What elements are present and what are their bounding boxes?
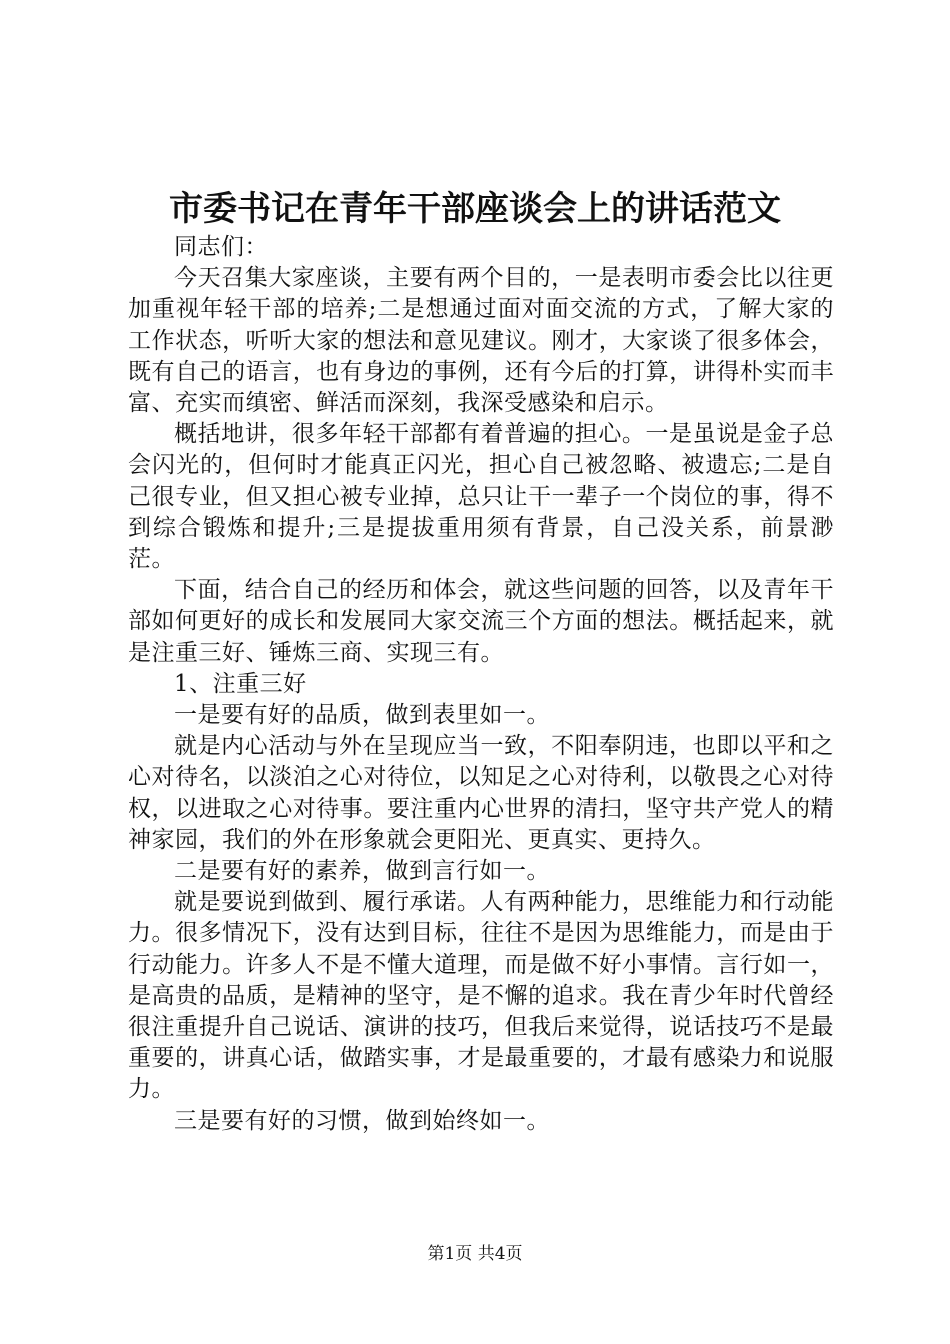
subheading: 二是要有好的素养，做到言行如一。 [174, 858, 550, 885]
paragraph: 就是要说到做到、履行承诺。人有两种能力，思维能力和行动能力。很多情况下，没有达到目标，往往不是因为思维能力，而是由于行动能力。许多人不是不懂大道理，而是做不好小事情。言行如一，是高贵的品质，是精神的坚守，是不懈的追求。我在青少年时代曾经很注重提升自己说话、演讲的技巧，但我后来觉得，说话技巧不是最重要的，讲真心话，做踏实事，才是最重要的，才最有感染力和说服力。 [128, 889, 834, 1103]
document-title: 市委书记在青年干部座谈会上的讲话范文 [169, 189, 781, 229]
section-heading: 1、注重三好 [174, 670, 307, 697]
paragraph: 就是内心活动与外在呈现应当一致，不阳奉阴违，也即以平和之心对待名，以淡泊之心对待位，以知足之心对待利，以敬畏之心对待权，以进取之心对待事。要注重内心世界的清扫，坚守共产党人的精神家园，我们的外在形象就会更阳光、更真实、更持久。 [128, 733, 834, 853]
subheading: 三是要有好的习惯，做到始终如一。 [174, 1107, 550, 1134]
document-body [128, 232, 834, 1137]
page-number-footer: 第1页 共4页 [427, 1244, 523, 1264]
paragraph: 今天召集大家座谈，主要有两个目的，一是表明市委会比以往更加重视年轻干部的培养;二是想通过面对面交流的方式，了解大家的工作状态，听听大家的想法和意见建议。刚才，大家谈了很多体会，既有自己的语言，也有身边的事例，还有今后的打算，讲得朴实而丰富、充实而缜密、鲜活而深刻，我深受感染和启示。 [128, 265, 834, 417]
paragraph: 下面，结合自己的经历和体会，就这些问题的回答，以及青年干部如何更好的成长和发展同大家交流三个方面的想法。概括起来，就是注重三好、锤炼三商、实现三有。 [128, 577, 834, 666]
subheading: 一是要有好的品质，做到表里如一。 [174, 702, 550, 729]
paragraph: 概括地讲，很多年轻干部都有着普遍的担心。一是虽说是金子总会闪光的，但何时才能真正闪光，担心自己被忽略、被遗忘;二是自己很专业，但又担心被专业掉，总只让干一辈子一个岗位的事，得不到综合锻炼和提升;三是提拔重用须有背景，自己没关系，前景渺茫。 [128, 421, 834, 573]
paragraph-salutation: 同志们： [174, 234, 268, 260]
